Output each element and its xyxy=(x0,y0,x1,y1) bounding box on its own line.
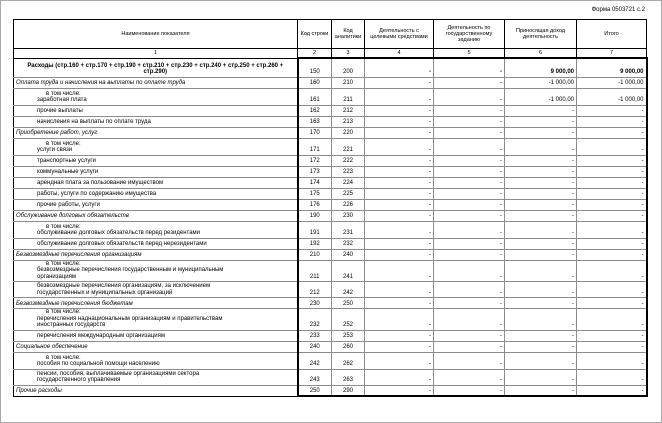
value-cell: - xyxy=(365,58,434,77)
table-row xyxy=(14,105,647,116)
value-cell: - xyxy=(434,309,505,331)
value-cell: - xyxy=(577,188,647,199)
line-code-cell: 170 xyxy=(298,127,332,138)
table-row xyxy=(14,309,647,331)
value-cell: - xyxy=(577,385,647,396)
table-row xyxy=(14,238,647,249)
row-label-cell xyxy=(14,127,298,138)
analytics-code-cell: 262 xyxy=(332,352,365,369)
value-cell: - xyxy=(365,260,434,282)
row-label: обслуживание долговых обязательств перед резидентами xyxy=(37,230,201,236)
table-row xyxy=(14,77,647,88)
row-label: Оплата труда и начисления на выплаты по оплате труда xyxy=(16,80,186,86)
row-label: начисления на выплаты по оплате труда xyxy=(37,119,151,125)
row-label-cell xyxy=(14,188,298,199)
value-cell: - xyxy=(577,260,647,282)
value-cell: - xyxy=(434,385,505,396)
value-cell: - xyxy=(505,127,577,138)
value-cell: - xyxy=(434,298,505,309)
value-cell: - xyxy=(434,177,505,188)
header-line-code: Код строки xyxy=(298,20,332,49)
value-cell: - xyxy=(434,221,505,238)
value-cell: - xyxy=(577,341,647,352)
analytics-code-cell: 210 xyxy=(332,77,365,88)
row-label-cell xyxy=(14,385,298,396)
table-row xyxy=(14,138,647,155)
value-cell: - xyxy=(365,330,434,341)
value-cell: - xyxy=(434,249,505,260)
row-label: Расходы (стр.160 + стр.170 + стр.190 + стр.210 + стр.230 + стр.240 + стр.250 + стр.260 + стр.290) xyxy=(27,62,284,75)
row-label: Прочие расходы xyxy=(16,388,62,394)
value-cell: - xyxy=(365,369,434,385)
row-label-cell xyxy=(14,88,298,105)
value-cell: - xyxy=(434,210,505,221)
row-group-sublabel: в том числе: xyxy=(46,309,81,315)
value-cell: -1 000,00 xyxy=(505,77,577,88)
row-group-sublabel: в том числе: xyxy=(46,90,81,97)
table-row xyxy=(14,88,647,105)
line-code-cell: 172 xyxy=(298,155,332,166)
row-label: пособия по социальной помощи населению xyxy=(37,361,160,367)
row-label: коммунальные услуги xyxy=(37,169,99,175)
row-label: Приобретение работ, услуг xyxy=(16,130,98,136)
line-code-cell: 161 xyxy=(298,88,332,105)
row-label: услуги связи xyxy=(37,147,73,153)
value-cell: - xyxy=(577,249,647,260)
analytics-code-cell: 224 xyxy=(332,177,365,188)
table-row xyxy=(14,116,647,127)
header-name: Наименование показателя xyxy=(14,20,298,49)
value-cell: - xyxy=(505,298,577,309)
value-cell: - xyxy=(365,341,434,352)
row-label-cell xyxy=(14,352,298,369)
row-label: перечисления международным организациям xyxy=(37,333,165,339)
value-cell: - xyxy=(505,330,577,341)
row-label-cell xyxy=(14,249,298,260)
row-label: прочие выплаты xyxy=(37,108,83,114)
row-label-cell xyxy=(14,298,298,309)
report-table-body xyxy=(14,58,647,396)
col-number: 2 xyxy=(298,49,332,59)
value-cell: - xyxy=(577,116,647,127)
value-cell: - xyxy=(365,282,434,298)
table-row xyxy=(14,127,647,138)
col-number: 7 xyxy=(577,49,647,59)
value-cell: - xyxy=(365,116,434,127)
row-label-cell xyxy=(14,309,298,331)
table-row xyxy=(14,282,647,298)
row-label-cell xyxy=(14,177,298,188)
analytics-code-cell: 212 xyxy=(332,105,365,116)
row-label-cell xyxy=(14,260,298,282)
value-cell: - xyxy=(505,188,577,199)
report-table xyxy=(13,19,648,397)
value-cell: - xyxy=(365,221,434,238)
value-cell: - xyxy=(577,210,647,221)
analytics-code-cell: 220 xyxy=(332,127,365,138)
value-cell: - xyxy=(434,166,505,177)
value-cell: - xyxy=(434,352,505,369)
value-cell: - xyxy=(365,309,434,331)
value-cell: - xyxy=(365,238,434,249)
row-label: перечисления наднациональным организациям и правительствам иностранных государств xyxy=(37,315,223,328)
row-label: заработная плата xyxy=(37,97,87,103)
row-label-cell xyxy=(14,341,298,352)
row-label-cell xyxy=(14,166,298,177)
row-label-cell xyxy=(14,105,298,116)
value-cell: - xyxy=(365,385,434,396)
line-code-cell: 176 xyxy=(298,199,332,210)
value-cell: - xyxy=(505,385,577,396)
row-label-cell xyxy=(14,210,298,221)
row-label: безвозмездные перечисления государственным и муниципальным организациям xyxy=(37,267,224,280)
value-cell: - xyxy=(365,127,434,138)
table-row xyxy=(14,260,647,282)
line-code-cell: 211 xyxy=(298,260,332,282)
table-row xyxy=(14,166,647,177)
value-cell: - xyxy=(577,282,647,298)
line-code-cell: 242 xyxy=(298,352,332,369)
value-cell: - xyxy=(434,116,505,127)
value-cell: - xyxy=(505,155,577,166)
row-label-cell xyxy=(14,155,298,166)
table-row xyxy=(14,249,647,260)
analytics-code-cell: 225 xyxy=(332,188,365,199)
value-cell: - xyxy=(365,88,434,105)
value-cell: - xyxy=(434,127,505,138)
table-row xyxy=(14,58,647,77)
analytics-code-cell: 223 xyxy=(332,166,365,177)
row-label-cell xyxy=(14,77,298,88)
line-code-cell: 162 xyxy=(298,105,332,116)
analytics-code-cell: 200 xyxy=(332,58,365,77)
value-cell: 9 000,00 xyxy=(505,58,577,77)
row-group-sublabel: в том числе: xyxy=(46,260,81,267)
row-group-sublabel: в том числе: xyxy=(46,354,81,361)
value-cell: - xyxy=(365,298,434,309)
value-cell: - xyxy=(365,155,434,166)
row-group-sublabel: в том числе: xyxy=(46,140,81,147)
value-cell: -1 000,00 xyxy=(577,88,647,105)
value-cell: - xyxy=(577,199,647,210)
value-cell: 9 000,00 xyxy=(577,58,647,77)
value-cell: - xyxy=(434,282,505,298)
row-label: Обслуживание долговых обязательств xyxy=(16,213,129,219)
analytics-code-cell: 231 xyxy=(332,221,365,238)
value-cell: -1 000,00 xyxy=(577,77,647,88)
analytics-code-cell: 263 xyxy=(332,369,365,385)
row-label: работы, услуги по содержанию имущества xyxy=(37,191,157,197)
line-code-cell: 163 xyxy=(298,116,332,127)
row-label-cell xyxy=(14,58,298,77)
line-code-cell: 174 xyxy=(298,177,332,188)
line-code-cell: 210 xyxy=(298,249,332,260)
analytics-code-cell: 250 xyxy=(332,298,365,309)
analytics-code-cell: 241 xyxy=(332,260,365,282)
value-cell: - xyxy=(577,309,647,331)
value-cell: - xyxy=(434,88,505,105)
table-row xyxy=(14,188,647,199)
header-state-task: Деятельность по государственному заданию xyxy=(434,20,505,49)
analytics-code-cell: 240 xyxy=(332,249,365,260)
table-header xyxy=(14,20,647,59)
row-label-cell xyxy=(14,238,298,249)
value-cell: - xyxy=(365,177,434,188)
line-code-cell: 191 xyxy=(298,221,332,238)
table-row xyxy=(14,352,647,369)
header-income: Приносящая доход деятельность xyxy=(505,20,577,49)
value-cell: - xyxy=(505,352,577,369)
value-cell: - xyxy=(434,188,505,199)
analytics-code-cell: 242 xyxy=(332,282,365,298)
value-cell: - xyxy=(365,249,434,260)
value-cell: - xyxy=(577,138,647,155)
table-row xyxy=(14,330,647,341)
col-number: 3 xyxy=(332,49,365,59)
value-cell: -1 000,00 xyxy=(505,88,577,105)
line-code-cell: 190 xyxy=(298,210,332,221)
row-label: Социальное обеспечение xyxy=(16,344,88,350)
value-cell: - xyxy=(365,188,434,199)
value-cell: - xyxy=(505,369,577,385)
value-cell: - xyxy=(505,105,577,116)
row-label: пенсии, пособия, выплачиваемые организациями сектора государственного управления xyxy=(37,370,200,383)
table-row xyxy=(14,221,647,238)
table-row xyxy=(14,177,647,188)
value-cell: - xyxy=(577,369,647,385)
value-cell: - xyxy=(365,166,434,177)
value-cell: - xyxy=(577,105,647,116)
value-cell: - xyxy=(505,249,577,260)
value-cell: - xyxy=(577,221,647,238)
analytics-code-cell: 222 xyxy=(332,155,365,166)
line-code-cell: 192 xyxy=(298,238,332,249)
table-row xyxy=(14,341,647,352)
line-code-cell: 233 xyxy=(298,330,332,341)
row-label: транспортные услуги xyxy=(37,158,96,164)
row-label: безвозмездные перечисления организациям, за исключением государственных и муниципальных организаций xyxy=(37,283,211,296)
col-number: 4 xyxy=(365,49,434,59)
value-cell: - xyxy=(434,77,505,88)
value-cell: - xyxy=(365,105,434,116)
value-cell: - xyxy=(505,116,577,127)
value-cell: - xyxy=(505,166,577,177)
row-label: прочие работы, услуги xyxy=(37,202,100,208)
value-cell: - xyxy=(365,352,434,369)
line-code-cell: 160 xyxy=(298,77,332,88)
value-cell: - xyxy=(434,199,505,210)
value-cell: - xyxy=(434,138,505,155)
table-row xyxy=(14,199,647,210)
table-row xyxy=(14,369,647,385)
row-label-cell xyxy=(14,369,298,385)
row-label: Безвозмездные перечисления организациям xyxy=(16,252,142,258)
row-group-sublabel: в том числе: xyxy=(46,223,81,230)
line-code-cell: 212 xyxy=(298,282,332,298)
line-code-cell: 240 xyxy=(298,341,332,352)
value-cell: - xyxy=(577,127,647,138)
analytics-code-cell: 290 xyxy=(332,385,365,396)
value-cell: - xyxy=(577,352,647,369)
value-cell: - xyxy=(434,341,505,352)
header-number-row xyxy=(14,49,647,59)
value-cell: - xyxy=(365,138,434,155)
table-row xyxy=(14,155,647,166)
header-total: Итого xyxy=(577,20,647,49)
value-cell: - xyxy=(505,221,577,238)
analytics-code-cell: 253 xyxy=(332,330,365,341)
value-cell: - xyxy=(505,199,577,210)
analytics-code-cell: 232 xyxy=(332,238,365,249)
line-code-cell: 232 xyxy=(298,309,332,331)
value-cell: - xyxy=(577,298,647,309)
row-label: арендная плата за пользование имуществом xyxy=(37,180,164,186)
header-title-row xyxy=(14,20,647,49)
row-label-cell xyxy=(14,199,298,210)
value-cell: - xyxy=(505,309,577,331)
form-number-label: Форма 0503721 с.2 xyxy=(591,7,645,13)
table-row xyxy=(14,385,647,396)
analytics-code-cell: 230 xyxy=(332,210,365,221)
value-cell: - xyxy=(434,238,505,249)
col-number: 1 xyxy=(14,49,298,59)
value-cell: - xyxy=(577,155,647,166)
value-cell: - xyxy=(434,155,505,166)
value-cell: - xyxy=(505,210,577,221)
value-cell: - xyxy=(505,138,577,155)
value-cell: - xyxy=(577,238,647,249)
analytics-code-cell: 226 xyxy=(332,199,365,210)
analytics-code-cell: 211 xyxy=(332,88,365,105)
line-code-cell: 171 xyxy=(298,138,332,155)
value-cell: - xyxy=(577,330,647,341)
line-code-cell: 173 xyxy=(298,166,332,177)
line-code-cell: 250 xyxy=(298,385,332,396)
row-label-cell xyxy=(14,221,298,238)
row-label-cell xyxy=(14,138,298,155)
analytics-code-cell: 213 xyxy=(332,116,365,127)
table-row xyxy=(14,298,647,309)
table-row xyxy=(14,210,647,221)
row-label-cell xyxy=(14,116,298,127)
value-cell: - xyxy=(434,369,505,385)
header-target-funds: Деятельность с целевыми средствами xyxy=(365,20,434,49)
value-cell: - xyxy=(505,282,577,298)
row-label: обслуживание долговых обязательств перед нерезидентами xyxy=(37,241,207,247)
value-cell: - xyxy=(434,105,505,116)
value-cell: - xyxy=(434,330,505,341)
value-cell: - xyxy=(505,260,577,282)
analytics-code-cell: 260 xyxy=(332,341,365,352)
value-cell: - xyxy=(505,341,577,352)
line-code-cell: 175 xyxy=(298,188,332,199)
line-code-cell: 150 xyxy=(298,58,332,77)
value-cell: - xyxy=(577,166,647,177)
value-cell: - xyxy=(365,210,434,221)
header-analytics-code: Код аналитики xyxy=(332,20,365,49)
value-cell: - xyxy=(365,199,434,210)
analytics-code-cell: 252 xyxy=(332,309,365,331)
row-label: Безвозмездные перечисления бюджетам xyxy=(16,300,133,307)
col-number: 6 xyxy=(505,49,577,59)
analytics-code-cell: 221 xyxy=(332,138,365,155)
row-label-cell xyxy=(14,282,298,298)
value-cell: - xyxy=(505,238,577,249)
line-code-cell: 243 xyxy=(298,369,332,385)
value-cell: - xyxy=(365,77,434,88)
value-cell: - xyxy=(577,177,647,188)
col-number: 5 xyxy=(434,49,505,59)
row-label-cell xyxy=(14,330,298,341)
line-code-cell: 230 xyxy=(298,298,332,309)
value-cell: - xyxy=(505,177,577,188)
value-cell: - xyxy=(434,58,505,77)
value-cell: - xyxy=(434,260,505,282)
